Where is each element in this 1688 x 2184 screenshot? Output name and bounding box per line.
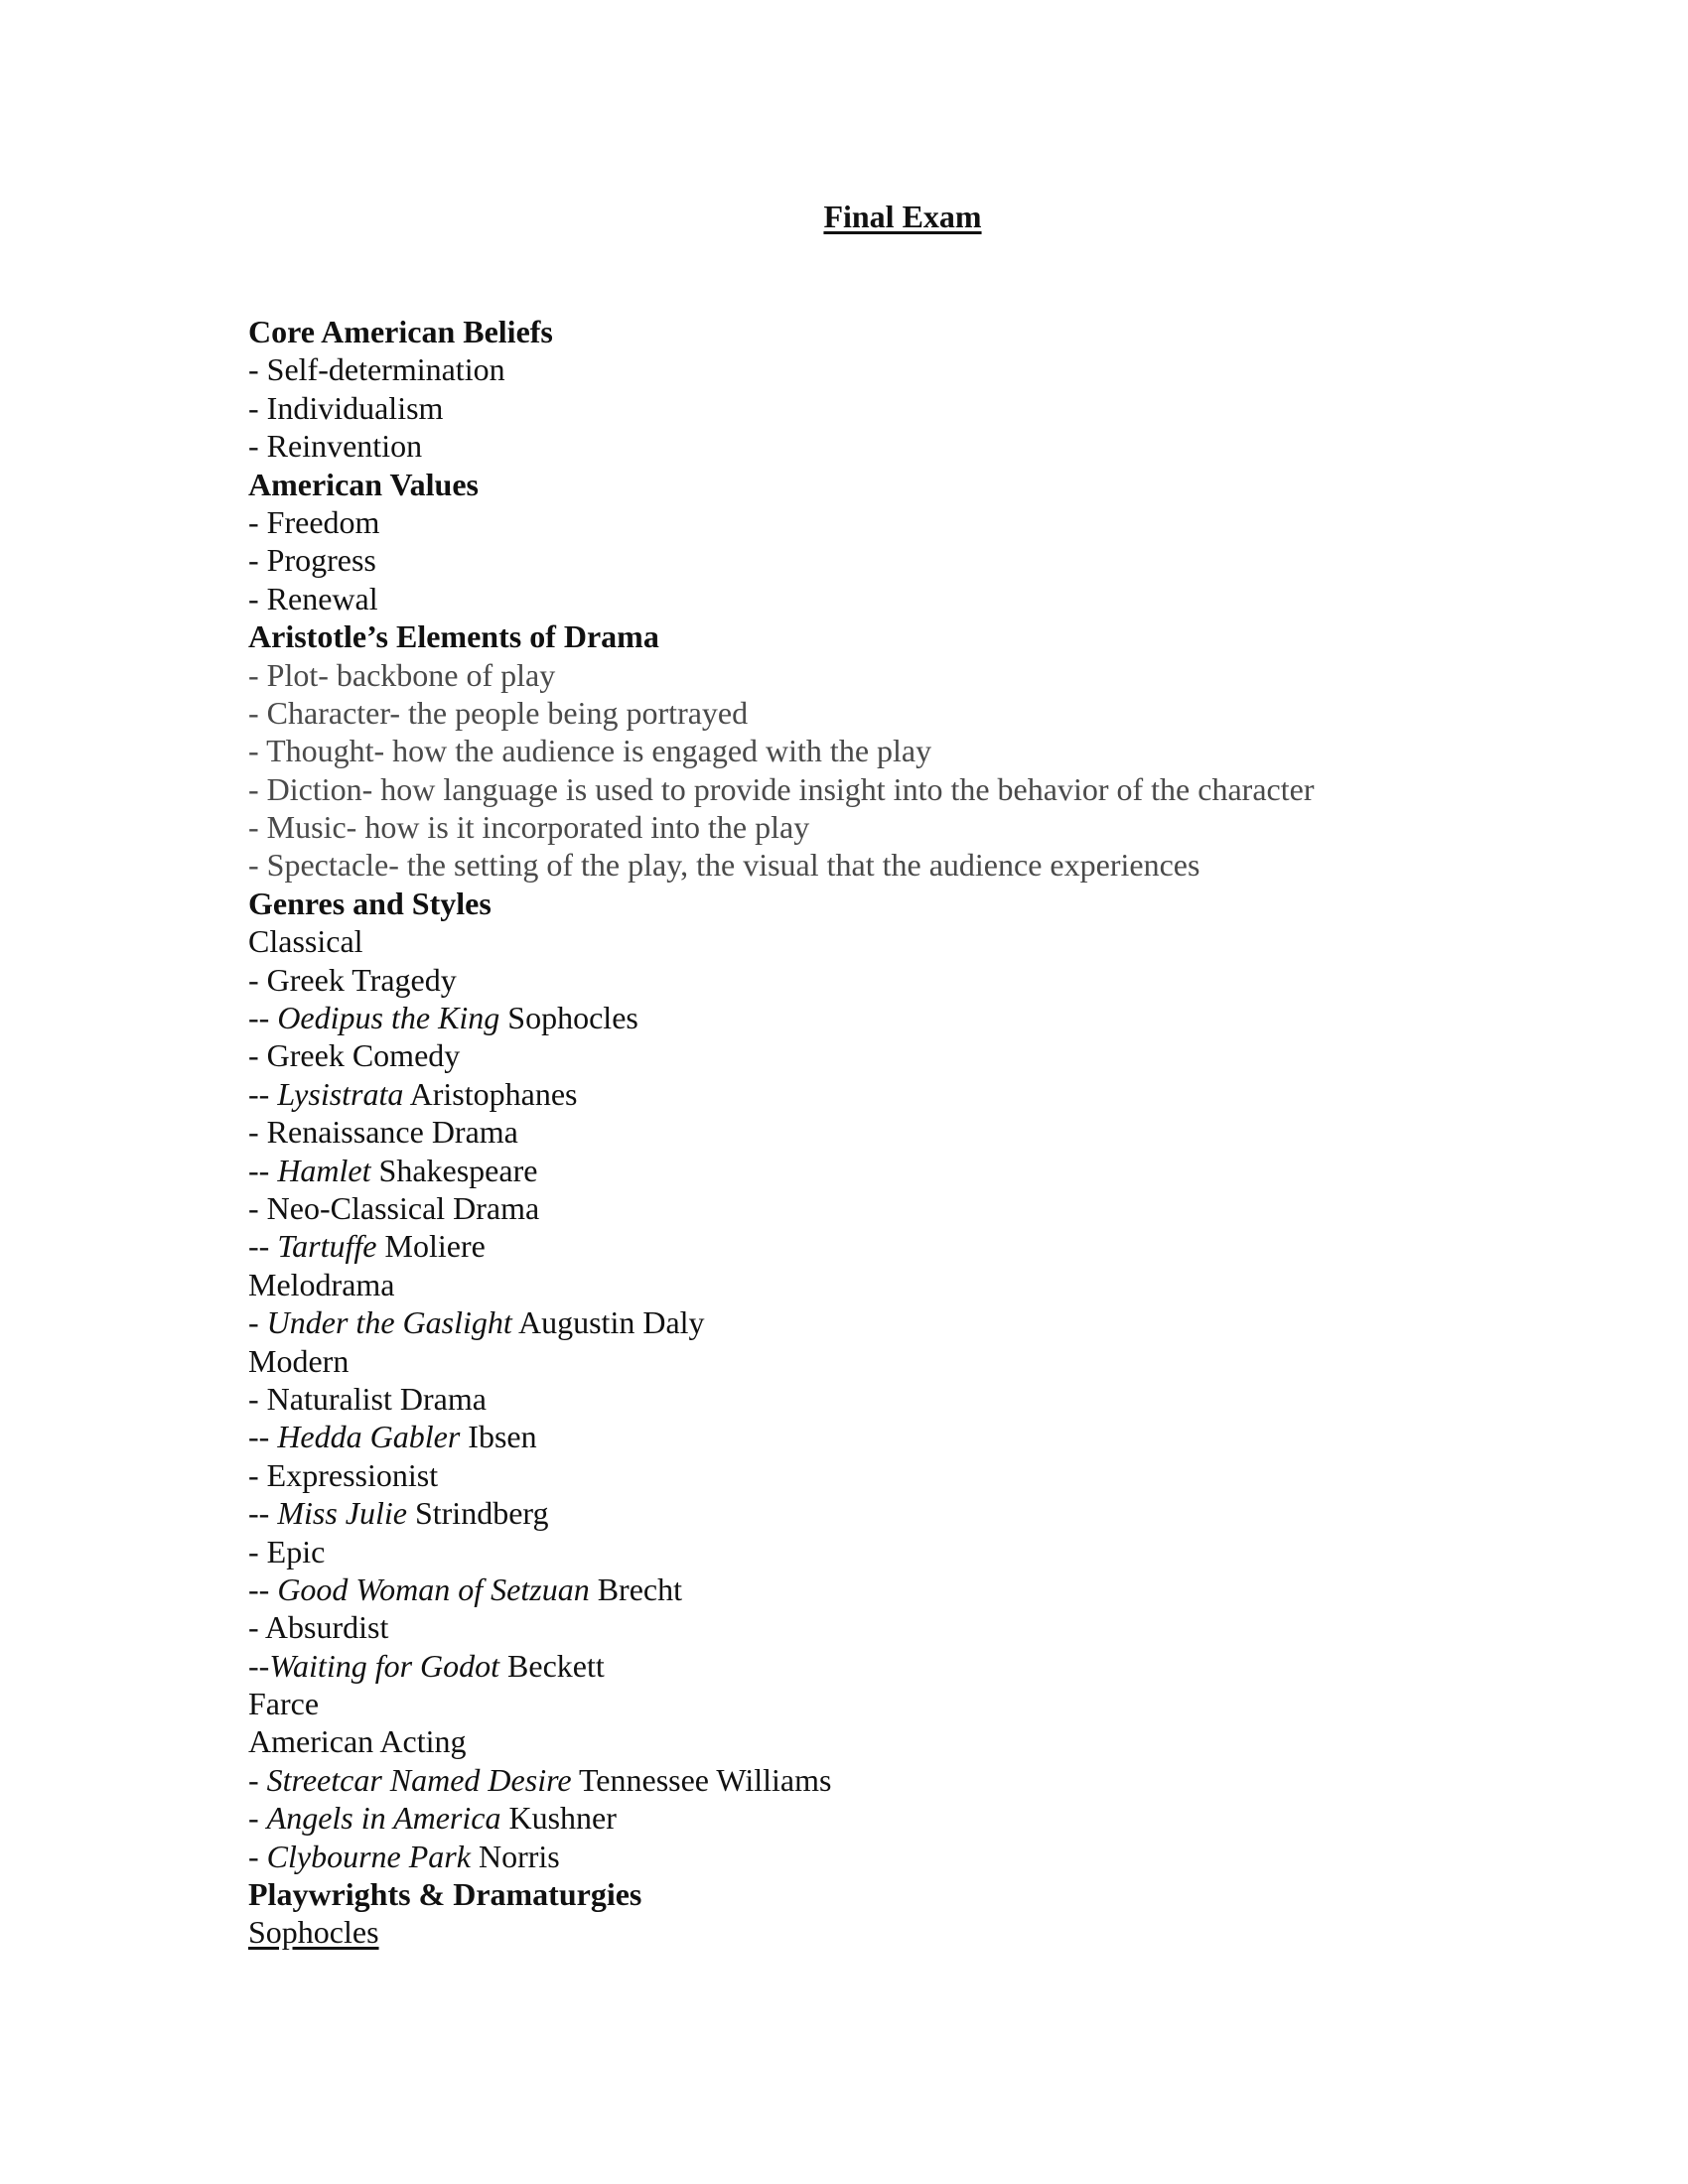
work-entry bbox=[248, 1570, 1489, 1608]
entry-prefix: - bbox=[248, 1800, 267, 1837]
work-entry bbox=[248, 1418, 1489, 1455]
entry-prefix: - bbox=[248, 1304, 267, 1341]
work-author: Tennessee Williams bbox=[571, 1761, 832, 1798]
genre-label: Classical bbox=[248, 923, 363, 960]
genre-label: Modern bbox=[248, 1342, 350, 1379]
genre-label: Farce bbox=[248, 1686, 320, 1722]
list-item: - Character- the people being portrayed bbox=[248, 694, 749, 731]
list-item: - Music- how is it incorporated into the play bbox=[248, 809, 810, 846]
work-author: Aristophanes bbox=[403, 1075, 578, 1112]
work-title: Clybourne Park bbox=[266, 1838, 471, 1874]
work-author: Ibsen bbox=[460, 1419, 537, 1455]
list-item: - Expressionist bbox=[248, 1456, 439, 1493]
work-author: Sophocles bbox=[499, 1000, 638, 1036]
work-title: Under the Gaslight bbox=[266, 1304, 512, 1341]
work-entry bbox=[248, 1838, 1489, 1875]
entry-prefix: -- bbox=[248, 1419, 278, 1455]
section-heading-genres: Genres and Styles bbox=[248, 885, 492, 921]
work-title: Miss Julie bbox=[277, 1495, 407, 1532]
playwright-entry bbox=[248, 1913, 1489, 1951]
list-item: - Spectacle- the setting of the play, the visual that the audience experiences bbox=[248, 847, 1200, 884]
document-body bbox=[248, 313, 1489, 1952]
work-title: Streetcar Named Desire bbox=[266, 1761, 572, 1798]
list-item: - Freedom bbox=[248, 503, 380, 540]
list-item: - Epic bbox=[248, 1533, 326, 1570]
genre-label: Melodrama bbox=[248, 1266, 395, 1302]
work-title: Waiting for Godot bbox=[269, 1647, 500, 1684]
list-item: - Naturalist Drama bbox=[248, 1380, 487, 1417]
work-title: Good Woman of Setzuan bbox=[277, 1570, 590, 1607]
work-entry bbox=[248, 1303, 1489, 1341]
section-heading-aristotle: Aristotle’s Elements of Drama bbox=[248, 618, 659, 655]
list-item: - Individualism bbox=[248, 389, 444, 426]
work-author: Beckett bbox=[499, 1647, 605, 1684]
list-item: - Absurdist bbox=[248, 1609, 389, 1646]
work-author: Shakespeare bbox=[370, 1152, 538, 1188]
work-author: Kushner bbox=[500, 1800, 617, 1837]
entry-prefix: -- bbox=[248, 1152, 278, 1188]
entry-prefix: -- bbox=[248, 1570, 278, 1607]
work-author: Brecht bbox=[589, 1570, 682, 1607]
section-heading-beliefs: Core American Beliefs bbox=[248, 314, 553, 349]
list-item: - Progress bbox=[248, 542, 376, 579]
work-entry bbox=[248, 1761, 1489, 1799]
work-author: Moliere bbox=[376, 1228, 486, 1265]
list-item: - Plot- backbone of play bbox=[248, 656, 556, 693]
work-entry bbox=[248, 1227, 1489, 1265]
list-item: - Renewal bbox=[248, 580, 378, 616]
entry-prefix: - bbox=[248, 1838, 267, 1874]
work-entry bbox=[248, 999, 1489, 1036]
entry-prefix: -- bbox=[248, 1228, 278, 1265]
work-author: Strindberg bbox=[406, 1495, 549, 1532]
entry-prefix: - bbox=[248, 1761, 267, 1798]
section-heading-playwrights: Playwrights & Dramaturgies bbox=[248, 1876, 642, 1913]
work-entry bbox=[248, 1152, 1489, 1189]
entry-prefix: -- bbox=[248, 1000, 278, 1036]
list-item: - Diction- how language is used to provide insight into the behavior of the character bbox=[248, 770, 1315, 807]
page-title: Final Exam bbox=[823, 199, 982, 234]
entry-prefix: -- bbox=[248, 1495, 278, 1532]
work-title: Tartuffe bbox=[277, 1228, 377, 1265]
list-item: - Neo-Classical Drama bbox=[248, 1189, 540, 1226]
work-entry bbox=[248, 1494, 1489, 1532]
work-author: Augustin Daly bbox=[511, 1304, 705, 1341]
list-item: - Thought- how the audience is engaged with the play bbox=[248, 733, 932, 769]
list-item: - Reinvention bbox=[248, 428, 423, 465]
playwright-name: Sophocles bbox=[248, 1914, 379, 1951]
entry-prefix: -- bbox=[248, 1647, 270, 1684]
entry-prefix: -- bbox=[248, 1075, 278, 1112]
work-entry bbox=[248, 1647, 1489, 1685]
work-title: Hamlet bbox=[277, 1152, 371, 1188]
work-entry bbox=[248, 1799, 1489, 1837]
list-item: - Self-determination bbox=[248, 351, 505, 388]
work-title: Angels in America bbox=[266, 1800, 501, 1837]
list-item: - Greek Tragedy bbox=[248, 961, 457, 998]
work-title: Oedipus the King bbox=[277, 1000, 500, 1036]
work-author: Norris bbox=[470, 1838, 560, 1874]
list-item: - Renaissance Drama bbox=[248, 1114, 518, 1151]
work-entry bbox=[248, 1075, 1489, 1113]
list-item: - Greek Comedy bbox=[248, 1037, 461, 1074]
work-title: Hedda Gabler bbox=[277, 1419, 461, 1455]
section-heading-values: American Values bbox=[248, 466, 479, 502]
genre-label: American Acting bbox=[248, 1723, 467, 1760]
work-title: Lysistrata bbox=[277, 1075, 404, 1112]
